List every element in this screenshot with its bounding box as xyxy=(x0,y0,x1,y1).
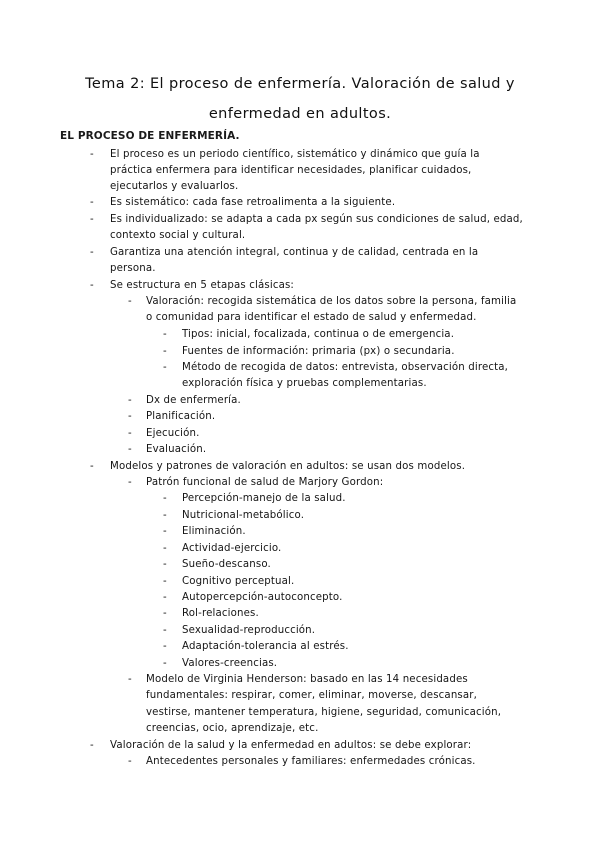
list-item: Actividad-ejercicio. xyxy=(182,543,282,554)
list-item: Modelo de Virginia Henderson: basado en las 14 necesidades xyxy=(146,674,468,685)
bullet-dash: - xyxy=(163,329,167,340)
bullet-dash: - xyxy=(90,740,94,751)
list-item: o comunidad para identificar el estado de salud y enfermedad. xyxy=(146,312,477,323)
list-item: Cognitivo perceptual. xyxy=(182,576,295,587)
bullet-dash: - xyxy=(163,559,167,570)
list-item: Ejecución. xyxy=(146,428,200,439)
list-item: Evaluación. xyxy=(146,444,207,455)
list-item: vestirse, mantener temperatura, higiene, seguridad, comunicación, xyxy=(146,707,502,718)
bullet-dash: - xyxy=(163,592,167,603)
bullet-dash: - xyxy=(163,346,167,357)
list-item: Adaptación-tolerancia al estrés. xyxy=(182,641,349,652)
list-item: Modelos y patrones de valoración en adultos: se usan dos modelos. xyxy=(110,461,466,472)
section-heading: EL PROCESO DE ENFERMERÍA. xyxy=(60,130,240,142)
list-item: Garantiza una atención integral, continua y de calidad, centrada en la xyxy=(110,247,479,258)
bullet-dash: - xyxy=(163,362,167,373)
list-item: Es individualizado: se adapta a cada px según sus condiciones de salud, edad, xyxy=(110,214,523,225)
list-item: Valores-creencias. xyxy=(182,658,278,669)
list-item: Valoración de la salud y la enfermedad en adultos: se debe explorar: xyxy=(110,740,472,751)
bullet-dash: - xyxy=(163,625,167,636)
list-item: Es sistemático: cada fase retroalimenta a la siguiente. xyxy=(110,197,396,208)
list-item: Fuentes de información: primaria (px) o secundaria. xyxy=(182,346,455,357)
list-item: Rol-relaciones. xyxy=(182,608,259,619)
list-item: Autopercepción-autoconcepto. xyxy=(182,592,343,603)
list-item: exploración física y pruebas complementarias. xyxy=(182,378,427,389)
list-item: Se estructura en 5 etapas clásicas: xyxy=(110,280,294,291)
list-item: Sueño-descanso. xyxy=(182,559,271,570)
bullet-dash: - xyxy=(128,756,132,767)
bullet-dash: - xyxy=(90,214,94,225)
list-item: contexto social y cultural. xyxy=(110,230,246,241)
list-item: Dx de enfermería. xyxy=(146,395,241,406)
bullet-dash: - xyxy=(90,197,94,208)
bullet-dash: - xyxy=(163,658,167,669)
list-item: persona. xyxy=(110,263,156,274)
bullet-dash: - xyxy=(128,674,132,685)
bullet-dash: - xyxy=(128,477,132,488)
bullet-dash: - xyxy=(90,247,94,258)
bullet-dash: - xyxy=(128,411,132,422)
bullet-dash: - xyxy=(163,608,167,619)
list-item: El proceso es un periodo científico, sistemático y dinámico que guía la xyxy=(110,149,480,160)
bullet-dash: - xyxy=(90,280,94,291)
bullet-dash: - xyxy=(163,576,167,587)
list-item: práctica enfermera para identificar necesidades, planificar cuidados, xyxy=(110,165,472,176)
list-item: Sexualidad-reproducción. xyxy=(182,625,316,636)
bullet-dash: - xyxy=(128,296,132,307)
list-item: Patrón funcional de salud de Marjory Gordon: xyxy=(146,477,384,488)
list-item: Eliminación. xyxy=(182,526,246,537)
document-title-line-1: Tema 2: El proceso de enfermería. Valoración de salud y xyxy=(85,76,515,92)
bullet-dash: - xyxy=(128,395,132,406)
list-item: Tipos: inicial, focalizada, continua o de emergencia. xyxy=(182,329,455,340)
list-item: Planificación. xyxy=(146,411,216,422)
list-item: Nutricional-metabólico. xyxy=(182,510,305,521)
list-item: Valoración: recogida sistemática de los datos sobre la persona, familia xyxy=(146,296,517,307)
bullet-dash: - xyxy=(163,526,167,537)
bullet-dash: - xyxy=(90,149,94,160)
list-item: ejecutarlos y evaluarlos. xyxy=(110,181,239,192)
bullet-dash: - xyxy=(90,461,94,472)
list-item: Método de recogida de datos: entrevista, observación directa, xyxy=(182,362,509,373)
bullet-dash: - xyxy=(163,493,167,504)
list-item: Antecedentes personales y familiares: enfermedades crónicas. xyxy=(146,756,476,767)
bullet-dash: - xyxy=(163,641,167,652)
bullet-dash: - xyxy=(163,510,167,521)
document-title-line-2: enfermedad en adultos. xyxy=(208,106,392,122)
bullet-dash: - xyxy=(128,428,132,439)
list-item: fundamentales: respirar, comer, eliminar, moverse, descansar, xyxy=(146,690,478,701)
list-item: creencias, ocio, aprendizaje, etc. xyxy=(146,723,319,734)
bullet-dash: - xyxy=(163,543,167,554)
list-item: Percepción-manejo de la salud. xyxy=(182,493,346,504)
bullet-dash: - xyxy=(128,444,132,455)
